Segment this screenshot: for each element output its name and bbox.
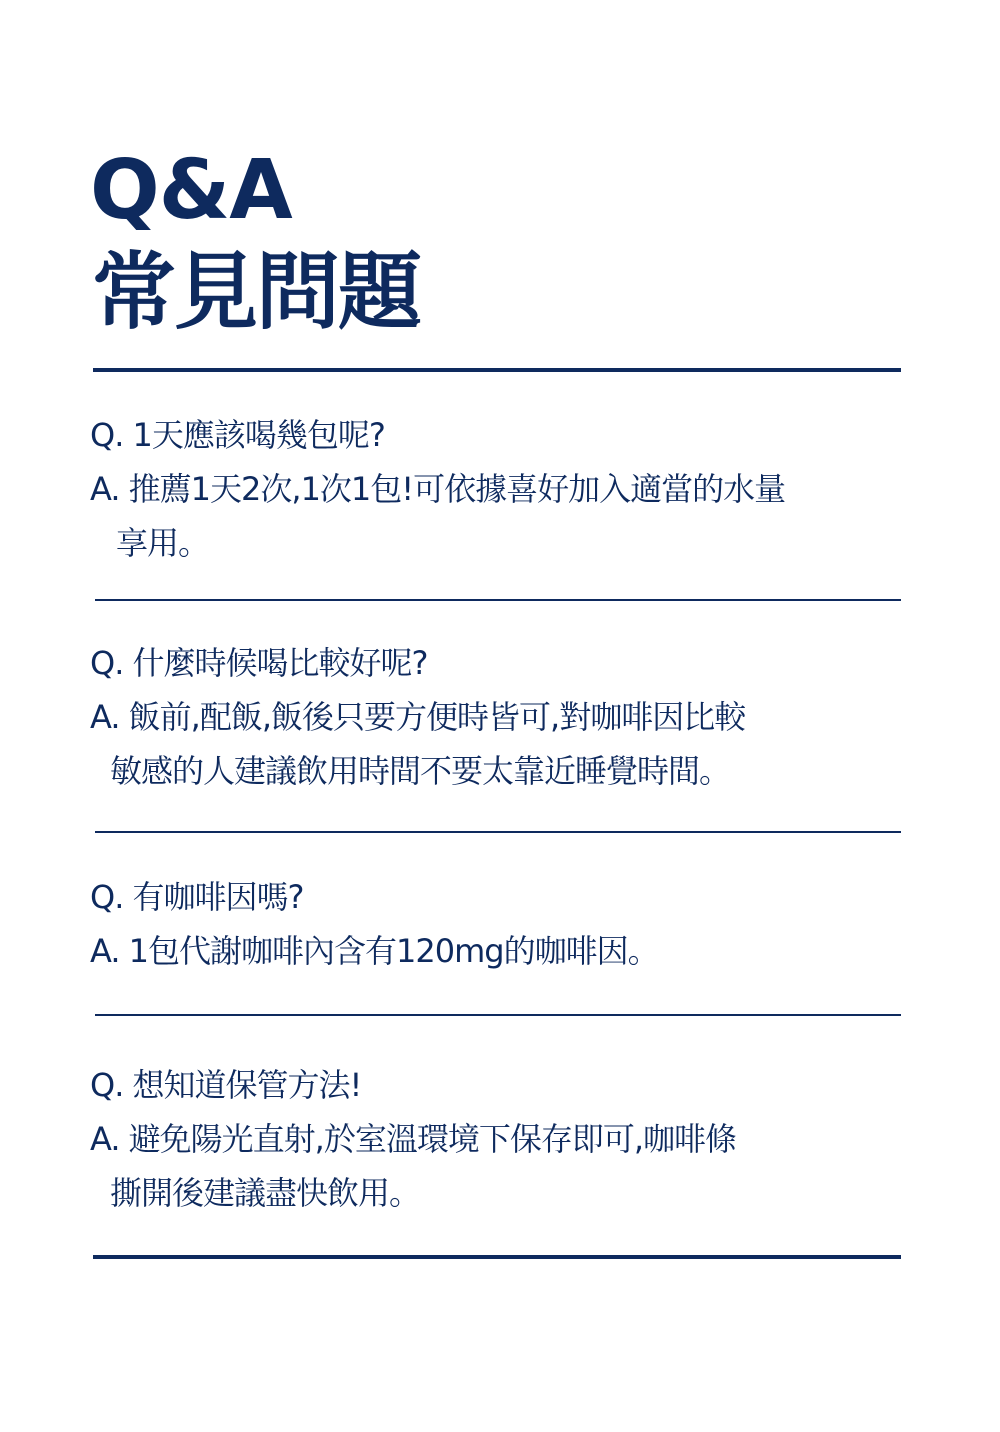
qa-item-2 bbox=[90, 636, 910, 798]
answer-line bbox=[90, 1112, 910, 1166]
page-title-zh: 常見問題 bbox=[92, 243, 421, 341]
footer-divider bbox=[93, 1255, 901, 1259]
answer-text: 推薦1天2次,1次1包!可依據喜好加入適當的水量 bbox=[128, 470, 786, 508]
answer-line: 享用。 bbox=[116, 524, 210, 562]
section-divider bbox=[95, 831, 901, 833]
question bbox=[90, 408, 910, 462]
question-text: 1天應該喝幾包呢? bbox=[132, 416, 385, 454]
answer-prefix: A. bbox=[90, 932, 120, 970]
answer-line: 撕開後建議盡快飲用。 bbox=[110, 1174, 421, 1212]
question bbox=[90, 636, 910, 690]
answer-line bbox=[90, 462, 910, 516]
answer-line bbox=[90, 924, 910, 978]
answer-prefix: A. bbox=[90, 1120, 120, 1158]
answer-line bbox=[90, 690, 910, 744]
page-title-en: Q&A bbox=[90, 143, 292, 238]
question-text: 什麼時候喝比較好呢? bbox=[132, 644, 428, 682]
section-divider bbox=[95, 1014, 901, 1016]
answer-text: 1包代謝咖啡內含有120mg的咖啡因。 bbox=[128, 932, 659, 970]
qa-item-1 bbox=[90, 408, 910, 570]
answer-prefix: A. bbox=[90, 698, 120, 736]
answer-prefix: A. bbox=[90, 470, 120, 508]
question-prefix: Q. bbox=[90, 878, 124, 916]
question-prefix: Q. bbox=[90, 416, 124, 454]
question bbox=[90, 870, 910, 924]
question-text: 想知道保管方法! bbox=[132, 1066, 362, 1104]
question-prefix: Q. bbox=[90, 644, 124, 682]
question-text: 有咖啡因嗎? bbox=[132, 878, 304, 916]
answer-text: 避免陽光直射,於室溫環境下保存即可,咖啡條 bbox=[128, 1120, 737, 1158]
answer-text: 飯前,配飯,飯後只要方便時皆可,對咖啡因比較 bbox=[128, 698, 746, 736]
answer-line: 敏感的人建議飲用時間不要太靠近睡覺時間。 bbox=[110, 752, 731, 790]
header-divider bbox=[93, 368, 901, 372]
section-divider bbox=[95, 599, 901, 601]
question bbox=[90, 1058, 910, 1112]
question-prefix: Q. bbox=[90, 1066, 124, 1104]
qa-item-3 bbox=[90, 870, 910, 978]
qa-item-4 bbox=[90, 1058, 910, 1220]
